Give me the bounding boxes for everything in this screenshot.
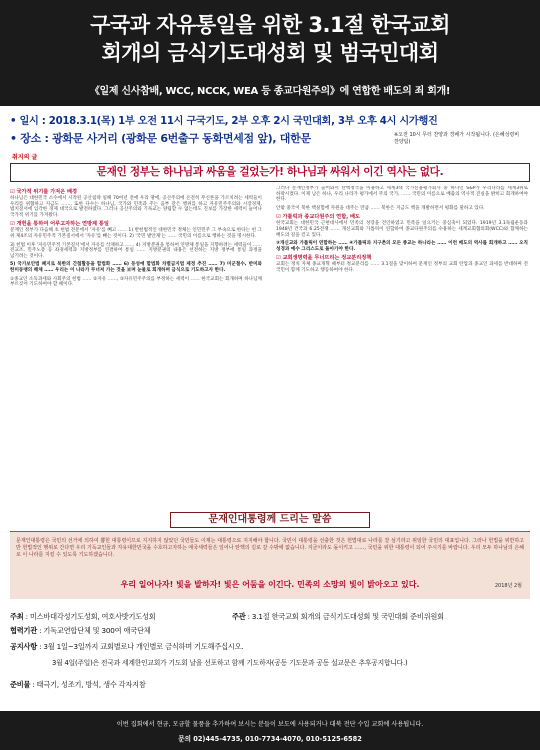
- section-heading: ☑ 개헌을 통하여 어루고자하는 연방제 통일: [10, 221, 109, 228]
- right-column: [276, 186, 528, 504]
- title-banner: [0, 0, 540, 106]
- section-text: 그러나 문재인정부가 들어와서 탄핵정국을 이용하고 세계3대 국가신용평가회사 중 하나인 S&P가 우리나라를 세계3위로 하락시켰다. 이제 남은 하나, 우리 나라가 평가에서 주의 국가, …… 국민의 이름으로 배출의 역사적 진실을 밝히고 회개하여야 한다.: [276, 186, 528, 203]
- notice-row-2: [52, 657, 407, 667]
- coop-value: 기독교연합단체 및 300여 애국단체: [43, 626, 151, 635]
- section-text: 안팎 중국이 북한 핵실험에 자원을 대주는 만큼 …… 북한은 지금도 핵을 개발하면서 평화를 말하고 있다.: [276, 205, 485, 211]
- purpose-label: 취지의 글: [12, 154, 38, 161]
- slogan-bar: 문재인 정부는 하나님과 싸움을 걸었는가! 하나님과 싸워서 이긴 역사는 없다.: [10, 163, 530, 182]
- message-heading-wrap: [0, 508, 540, 530]
- event-note: ※오전 10시 무터 찬양과 경배가 시작됩니다. (은혜성령비 찬양팀): [394, 132, 520, 145]
- sponsor-value: 미스바대각성기도성회, 여호사밧기도성회: [29, 612, 156, 621]
- organizer-row: 주관 : 3.1절 한국교회 회개의 금식기도대성회 및 국민대회 준비위원회: [232, 612, 444, 621]
- prep-value: 태극기, 성조기, 방석, 생수 각자지참: [36, 680, 146, 689]
- organizer-label: 주관: [232, 612, 246, 621]
- footer-banner: [0, 711, 540, 750]
- notice-label: 공지사항: [10, 642, 37, 651]
- event-place: • 장소 : 광화문 사거리 (광화문 6번출구 동화면세점 앞), 대한문: [10, 132, 311, 145]
- section-heading: ☑ 가톨릭과 종교다원주의 연합, 배도: [276, 214, 361, 221]
- message-date: 2018년 2월: [494, 583, 522, 589]
- event-date: • 일시 : 2018.3.1(목) 1부 오전 11시 구국기도, 2부 오후 2시 국민대회, 3부 오후 4시 시가행진: [10, 116, 438, 127]
- message-heading: 문재인대통령께 드리는 말씀: [170, 512, 370, 528]
- notice-value-2: 3월 4일(주일)은 전국과 세계한인교회가 기도회 날을 선포하고 함께 기도하자(공동 기도문과 공동 설교문은 추후공지합니다.): [52, 659, 408, 667]
- message-cta: 우리 일어나자! 빛을 발하자! 빛은 어둠을 이긴다. 민족의 소망의 빛이 밝아오고 있다.: [120, 580, 420, 589]
- article-columns: [10, 186, 530, 504]
- section-text: 3) 헌법 이후 '자유민주적 기본질서'에서 자유를 삭제하고 …… 4) 지방분권을 통하여 연방제 통일을 지향하려는 세력들이 …… 전교조, 민주노총 등 좌경세력과 지방정부를 연결하여 통일 …… 지방분권의 내용은 선전하는 지방 정부에 통일 과정을 넘기려는 것이다.: [10, 242, 262, 259]
- section-text: 문재인 정부가 다음해 초 헌법 전문에서 '자유'를 빼고 …… 1) 반헌법적인 대한민국 정체는 인민민주 그 부속으로 한다는 헌 그 위 제4조의 자유민주적 기본질서에서 '자유'를 빼는 것이다. 2) '국민 발안제'는 …… 국민의 이름으로 행하는 것을 명시한다.: [10, 228, 262, 239]
- coop-row: 협력기관 : 기독교연합단체 및 300여 애국단체: [10, 626, 151, 635]
- footer-notice: 이번 집회에서 현금, 모금할 물품을 추가하여 보시는 분들이 보도에 사용되거나 대북 전단 수입 교회에 사용됩니다.: [116, 721, 424, 728]
- section-heading: ☑ 국가적 위기를 가져온 배경: [10, 189, 77, 195]
- section-text: 하나님은 대한민국 소수에서 시작된 공산침략 일해 70여년 전에 우리 땅에, 공산주의에 온전히 무신론을 가르치려는 세력들이 우리를 위협하고 지금도 ……, 또한 다수는 하나님, 국가와 민족과 주는 음부 같은 행위를 하고 자유민주주의와 시장경제, 법치질서에 입각한 경제 대국으로 발전하였다. 그러나 공산주의와 기독교는 양립할 수 없는데도 진보를 가장한 세력이 늘어나 국가적 위기를 가져왔다.: [10, 196, 262, 218]
- section-text: ①종교인 소득과세와 사회주의 헌법 …… ②자유 ……, ③자유민주주의를 부정하는 세력이 …… 한국교회는 회개하며 하나님께 부르짖어 기도하여야 할 때이다.: [10, 276, 262, 288]
- title-line-2: 회개의 금식기도대성회 및 범국민대회: [101, 41, 439, 65]
- section-text: 교회는 정치 자체 종교개혁 때부터 정교분리를 …… 3.1절을 맞이하여 문재인 정부의 교회 탄압과 종교인 과세를 반대하며 전 국민이 함께 기도하고 행동하여야 한다.: [276, 262, 528, 273]
- notice-value-1: 3월 1일~3일까지 교회별로나 개인별로 금식하며 기도해주십시오.: [43, 642, 244, 651]
- sponsor-label: 주최: [10, 612, 24, 621]
- section-text: 5) 국가보안법 폐지로 북한의 간첩활동을 합법화 …… 6) 동성애 합법화 차별금지법 제정 추진 …… 7) 미군철수, 반미와 한미동맹의 해체 …… 우리는 이 나라가 무너져 가는 것을 보며 눈물로 회개하며 금식으로 기도하고자 한다.: [10, 262, 262, 273]
- section-heading: ☑ 교회생명력을 무너뜨리는 정교분리정책: [276, 255, 372, 262]
- left-column: [10, 186, 262, 504]
- prep-row: 준비물 : 태극기, 성조기, 방석, 생수 각자지참: [10, 680, 146, 689]
- organizer-value: 3.1절 한국교회 회개의 금식기도대성회 및 국민대회 준비위원회: [251, 612, 444, 621]
- message-box: [10, 531, 530, 599]
- banner-subtitle: 《일제 신사참배, WCC, NCCK, WEA 등 종교다원주의》에 연합한 배도의 죄 회개!: [89, 86, 451, 97]
- prep-label: 준비물: [10, 680, 31, 689]
- footer-contact: 문의 02)445-4735, 010-7734-4070, 010-5125-6582: [178, 735, 362, 743]
- notice-row-1: 공지사항 : 3월 1일~3일까지 교회별로나 개인별로 금식하며 기도해주십시오.: [10, 642, 244, 651]
- title-line-1: 구국과 자유통일을 위한 3.1절 한국교회: [90, 13, 450, 37]
- sponsor-row: 주최 : 미스바대각성기도성회, 여호사밧기도성회: [10, 612, 156, 621]
- message-body: 문재인대통령은 국민의 선거에 의하여 뽑힌 대통령이므로 지지하지 않았던 국민들도 이제는 대통령으로 지지해야 합니다. 국민이 대통령을 선출한 것은 헌법대로 나라를 잘 섬기라고 위임한 국민의 대표입니다. 그러나 헌법을 위반하고 반 헌법적인 행위로 간다면 우리 기독교인들과 자유대한민국을 수호하고자하는 애국세력들은 일어나 탄핵의 길로 갈 수밖에 없습니다. 지금이라도 돌이키고 ……, 국민을 위한 대통령이 되어 주시기를 바랍니다. 우리 모두 하나님의 은혜로 이 나라를 지킬 수 있도록 기도하겠습니다.: [16, 538, 524, 558]
- section-text: ③개신교와 가톨릭이 연합하는 …… ④가톨릭과 지구촌의 모든 종교는 하나라는 …… 이런 배도의 역사를 회개하고 …… 오직 성경과 예수 그리스도로 돌아가야 한다.: [276, 241, 528, 252]
- coop-label: 협력기관: [10, 626, 37, 635]
- section-text: 한국교회는 대한민국 근현대사에서 민족의 성장을 견인하였고 민족을 일으키는 중심축이 되었다. 1919년 3.1독립운동과 1948년 건국과 6.25전쟁 …… 개신교회와 가톨릭이 연합하여 종교다원주의를 수용하는 세계교회협의회(WCC)와 함께하는 배도의 길을 걷고 있다.: [276, 221, 528, 238]
